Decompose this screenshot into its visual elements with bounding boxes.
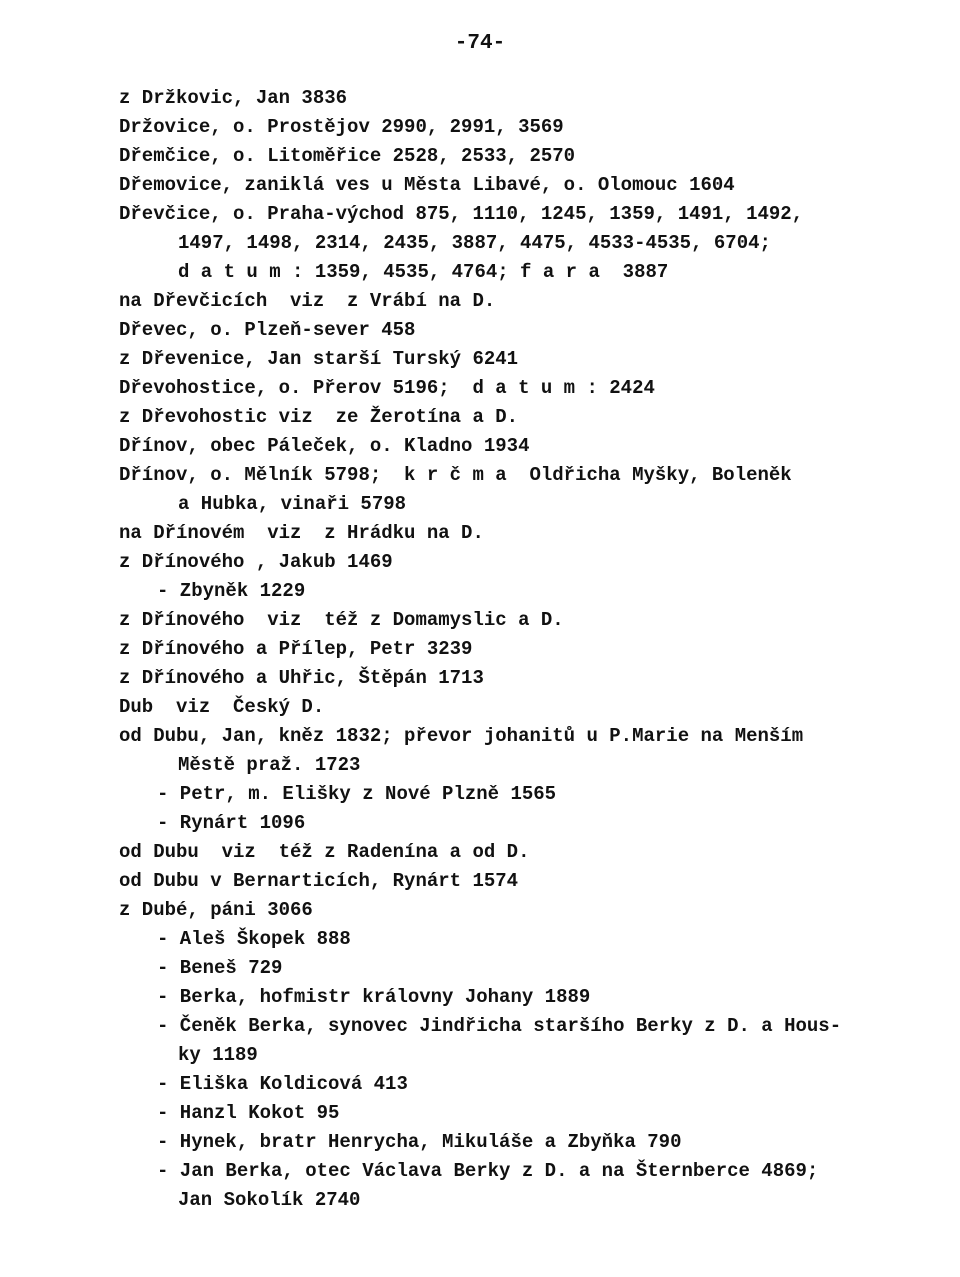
index-entry: Dřevec, o. Plzeň-sever 458 [119, 319, 416, 341]
index-subentry: - Čeněk Berka, synovec Jindřicha staršího Berky z D. a Hous- [157, 1015, 842, 1037]
index-subentry: - Zbyněk 1229 [157, 580, 306, 602]
index-entry: z Dubé, páni 3066 [119, 899, 313, 921]
index-entry: od Dubu v Bernarticích, Rynárt 1574 [119, 870, 519, 892]
index-entry: Dřínov, obec Páleček, o. Kladno 1934 [119, 435, 530, 457]
index-entry-continuation: a Hubka, vinaři 5798 [178, 493, 407, 515]
index-entries [0, 84, 960, 1215]
index-entry: Dřínov, o. Mělník 5798; k r č m a Oldřicha Myšky, Boleněk [119, 464, 792, 486]
index-entry: Dub viz Český D. [119, 696, 325, 718]
index-entry: Dřemčice, o. Litoměřice 2528, 2533, 2570 [119, 145, 576, 167]
index-entry: z Dřevenice, Jan starší Turský 6241 [119, 348, 519, 370]
index-entry-continuation: 1497, 1498, 2314, 2435, 3887, 4475, 4533-4535, 6704; [178, 232, 771, 254]
index-subentry: - Beneš 729 [157, 957, 283, 979]
index-subentry: - Jan Berka, otec Václava Berky z D. a na Šternberce 4869; [157, 1160, 819, 1182]
index-subentry: - Hanzl Kokot 95 [157, 1102, 340, 1124]
index-entry: Držovice, o. Prostějov 2990, 2991, 3569 [119, 116, 564, 138]
index-entry: na Dřínovém viz z Hrádku na D. [119, 522, 484, 544]
index-entry: z Dřínového , Jakub 1469 [119, 551, 393, 573]
index-entry-continuation: d a t u m : 1359, 4535, 4764; f a r a 3887 [178, 261, 669, 283]
index-entry: z Dřevohostic viz ze Žerotína a D. [119, 406, 519, 428]
index-entry: na Dřevčicích viz z Vrábí na D. [119, 290, 496, 312]
index-entry: z Dřínového a Přílep, Petr 3239 [119, 638, 473, 660]
index-subentry: - Eliška Koldicová 413 [157, 1073, 408, 1095]
index-subentry: - Aleš Škopek 888 [157, 928, 351, 950]
index-subentry: - Berka, hofmistr královny Johany 1889 [157, 986, 591, 1008]
index-entry: Dřevčice, o. Praha-východ 875, 1110, 1245, 1359, 1491, 1492, [119, 203, 804, 225]
index-entry: Dřemovice, zaniklá ves u Města Libavé, o. Olomouc 1604 [119, 174, 735, 196]
index-entry: Dřevohostice, o. Přerov 5196; d a t u m : 2424 [119, 377, 655, 399]
index-entry: od Dubu, Jan, kněz 1832; převor johanitů u P.Marie na Menším [119, 725, 804, 747]
index-entry-continuation: Městě praž. 1723 [178, 754, 361, 776]
index-subentry: - Hynek, bratr Henrycha, Mikuláše a Zbyňka 790 [157, 1131, 682, 1153]
index-entry-continuation: Jan Sokolík 2740 [178, 1189, 361, 1211]
page-number: -74- [454, 32, 506, 55]
index-subentry: - Rynárt 1096 [157, 812, 306, 834]
index-entry: od Dubu viz též z Radenína a od D. [119, 841, 530, 863]
index-entry-continuation: ky 1189 [178, 1044, 258, 1066]
index-entry: z Držkovic, Jan 3836 [119, 87, 348, 109]
index-subentry: - Petr, m. Elišky z Nové Plzně 1565 [157, 783, 557, 805]
index-entry: z Dřínového a Uhřic, Štěpán 1713 [119, 667, 484, 689]
index-entry: z Dřínového viz též z Domamyslic a D. [119, 609, 564, 631]
